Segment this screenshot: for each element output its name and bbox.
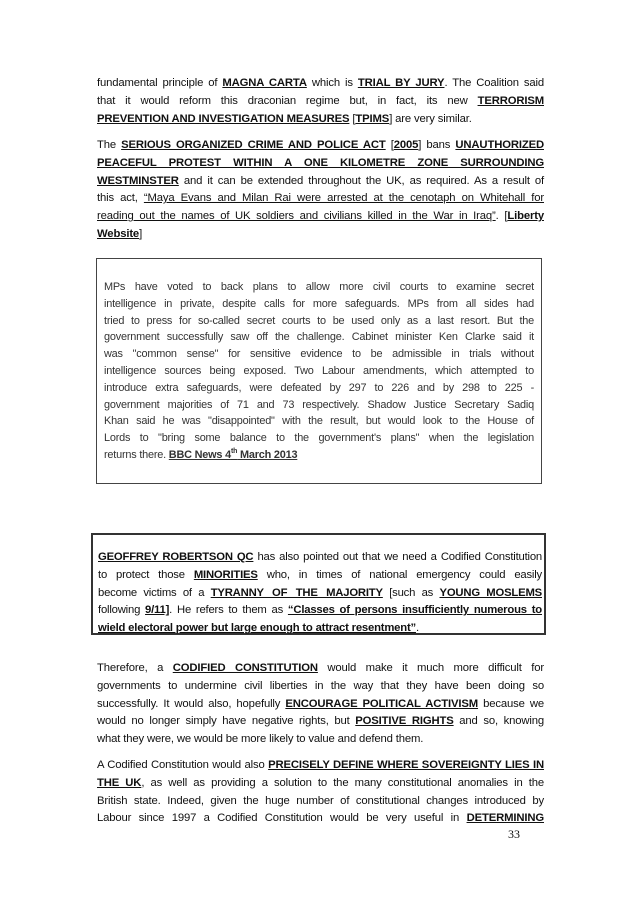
term-9-11: 9/11] [145, 604, 170, 617]
term-peaceful-protest: PEACEFUL PROTEST WITHIN A ONE KILOMETRE ZONE SURROUNDING [97, 156, 544, 169]
text: successfully. It would also, hopefully [97, 697, 286, 710]
text-line [98, 602, 542, 620]
text-line [98, 585, 542, 603]
term-minorities: MINORITIES [193, 568, 258, 581]
quote-classes-cont: wield electoral power but large enough to attract resentment” [98, 622, 416, 635]
text: would make it much more difficult for [317, 662, 544, 674]
term-geoffrey-robertson: GEOFFREY ROBERTSON QC [98, 551, 254, 563]
term-tyranny-majority: TYRANNY OF THE MAJORITY [210, 586, 383, 599]
term-young-moslems: YOUNG MOSLEMS [439, 586, 542, 599]
term-2005: 2005 [393, 139, 419, 151]
text: because we [478, 697, 545, 710]
source-text: March 2013 [237, 448, 298, 461]
text: which is [306, 77, 358, 89]
text: would no longer simply have negative rights, but [97, 715, 356, 728]
paragraph-soca [97, 137, 544, 244]
text: . [415, 622, 419, 635]
quote-arrest-cont: reading out the names of UK soldiers and civilians killed in the War in Iraq” [97, 210, 496, 223]
term-positive-rights: POSITIVE RIGHTS [355, 715, 454, 728]
text-line [97, 757, 544, 775]
text: that it would reform this draconian regime but, in fact, its new [97, 94, 478, 107]
text-line: British state. Indeed, given the huge number of constitutional changes introduced by [97, 794, 544, 807]
text: Therefore, a [97, 662, 173, 674]
term-sovereignty: PRECISELY DEFINE WHERE SOVEREIGNTY LIES IN [268, 759, 545, 771]
text-line [97, 155, 544, 173]
text-line [97, 775, 544, 793]
text-line [98, 567, 542, 585]
text: [such as [382, 586, 440, 599]
text: who, in times of national emergency could easily [257, 568, 542, 581]
quote-line: tried to press for so-called secret courts to be used only as a last resort. But the [104, 314, 534, 327]
text-line [97, 137, 544, 155]
text: [ [349, 112, 356, 125]
text-line [97, 173, 544, 191]
paragraph-magna-carta [97, 75, 544, 128]
text-line [98, 620, 542, 638]
term-trial-by-jury: TRIAL BY JURY [357, 77, 445, 89]
quote-line [104, 447, 534, 464]
text: returns there. [104, 448, 169, 461]
text: The [97, 139, 122, 151]
paragraph-sovereignty [97, 757, 544, 828]
robertson-text [98, 549, 542, 638]
text: A Codified Constitution would also [97, 759, 269, 771]
page-number: 33 [508, 827, 520, 841]
quote-line: was "common sense" for sensitive evidence to be admissible in trials without [104, 348, 534, 361]
text: . The Coalition said [444, 77, 544, 89]
text-line [98, 549, 542, 567]
text: Labour since 1997 a Codified Constitution would be very useful in [97, 812, 467, 825]
text-line [97, 93, 544, 111]
source-bbc-news[interactable] [169, 449, 298, 461]
link-liberty-website-cont[interactable]: Website [97, 227, 140, 240]
quote-line: Lords to "bring some balance to the government's plans" when the legislation [104, 432, 534, 445]
text: ] are very similar. [389, 112, 472, 125]
text: become victims of a [98, 586, 211, 599]
text-line [97, 660, 544, 678]
text-line [97, 226, 544, 244]
text: and it can be extended throughout the UK, as required. As a result of [178, 174, 544, 187]
term-unauthorized: UNAUTHORIZED [455, 139, 544, 151]
term-magna-carta: MAGNA CARTA [222, 77, 307, 89]
text: has also pointed out that we need a Codified Constitution [253, 551, 543, 563]
term-soca: SERIOUS ORGANIZED CRIME AND POLICE ACT [121, 139, 386, 151]
term-political-activism: ENCOURAGE POLITICAL ACTIVISM [285, 697, 479, 710]
text: ] [139, 227, 143, 240]
quote-line: government majorities of 71 and 73 respectively. Shadow Justice Secretary Sadiq [104, 398, 534, 411]
source-sup: th [230, 447, 238, 455]
link-liberty-website[interactable]: Liberty [507, 210, 544, 223]
text: to protect those [98, 568, 194, 581]
term-determining: DETERMINING [466, 812, 544, 825]
text-line [97, 810, 544, 828]
text-line [97, 111, 544, 129]
quote-box-text [104, 279, 534, 464]
text-line [97, 696, 544, 714]
term-codified-constitution: CODIFIED CONSTITUTION [172, 662, 318, 674]
text: and so, knowing [453, 715, 544, 728]
quote-line: intelligence in private, despite calls for more safeguards. MPs from all sides had [104, 297, 534, 310]
text: . He refers to them as [169, 604, 288, 617]
text-line [97, 75, 544, 93]
quote-line: government successfully saw off the challenge. Cabinet minister Ken Clarke said it [104, 331, 534, 344]
quote-line: intelligence sources being exposed. Two Labour amendments, which attempted to [104, 364, 534, 377]
text: following [98, 604, 146, 617]
text: this act, [97, 192, 144, 205]
term-prevention-measures: PREVENTION AND INVESTIGATION MEASURES [97, 112, 350, 125]
quote-classes-of-persons: “Classes of persons insufficiently numerous to [287, 604, 542, 617]
text-line: governments to undermine civil liberties in the way that they have been doing so [97, 679, 544, 692]
term-the-uk: THE UK [97, 776, 142, 789]
text-line [97, 190, 544, 208]
quote-arrest: “Maya Evans and Milan Rai were arrested at the cenotaph on Whitehall for [143, 192, 544, 205]
quote-line: Khan said he was "disappointed" with the result, but would look to the House of [104, 415, 534, 428]
text: fundamental principle of [97, 77, 223, 89]
text: ] bans [418, 139, 456, 151]
text: . [ [495, 210, 508, 223]
quote-box-bbc [96, 258, 542, 484]
paragraph-codified-constitution [97, 660, 544, 749]
robertson-box [91, 533, 546, 635]
text-line: what they were, we would be more likely to value and defend them. [97, 733, 424, 746]
quote-line: introduce extra safeguards, were defeated by 297 to 226 and by 298 to 225 - [104, 381, 534, 394]
quote-line: MPs have voted to back plans to allow more civil courts to examine secret [104, 281, 534, 293]
text: , as well as providing a solution to the many constitutional anomalies in the [141, 776, 544, 789]
term-terrorism: TERRORISM [477, 94, 544, 107]
text-line [97, 208, 544, 226]
source-text: BBC News 4 [168, 448, 231, 461]
text: [ [385, 139, 394, 151]
text-line [97, 713, 544, 731]
term-westminster: WESTMINSTER [97, 174, 179, 187]
term-tpims: TPIMS [355, 112, 390, 125]
